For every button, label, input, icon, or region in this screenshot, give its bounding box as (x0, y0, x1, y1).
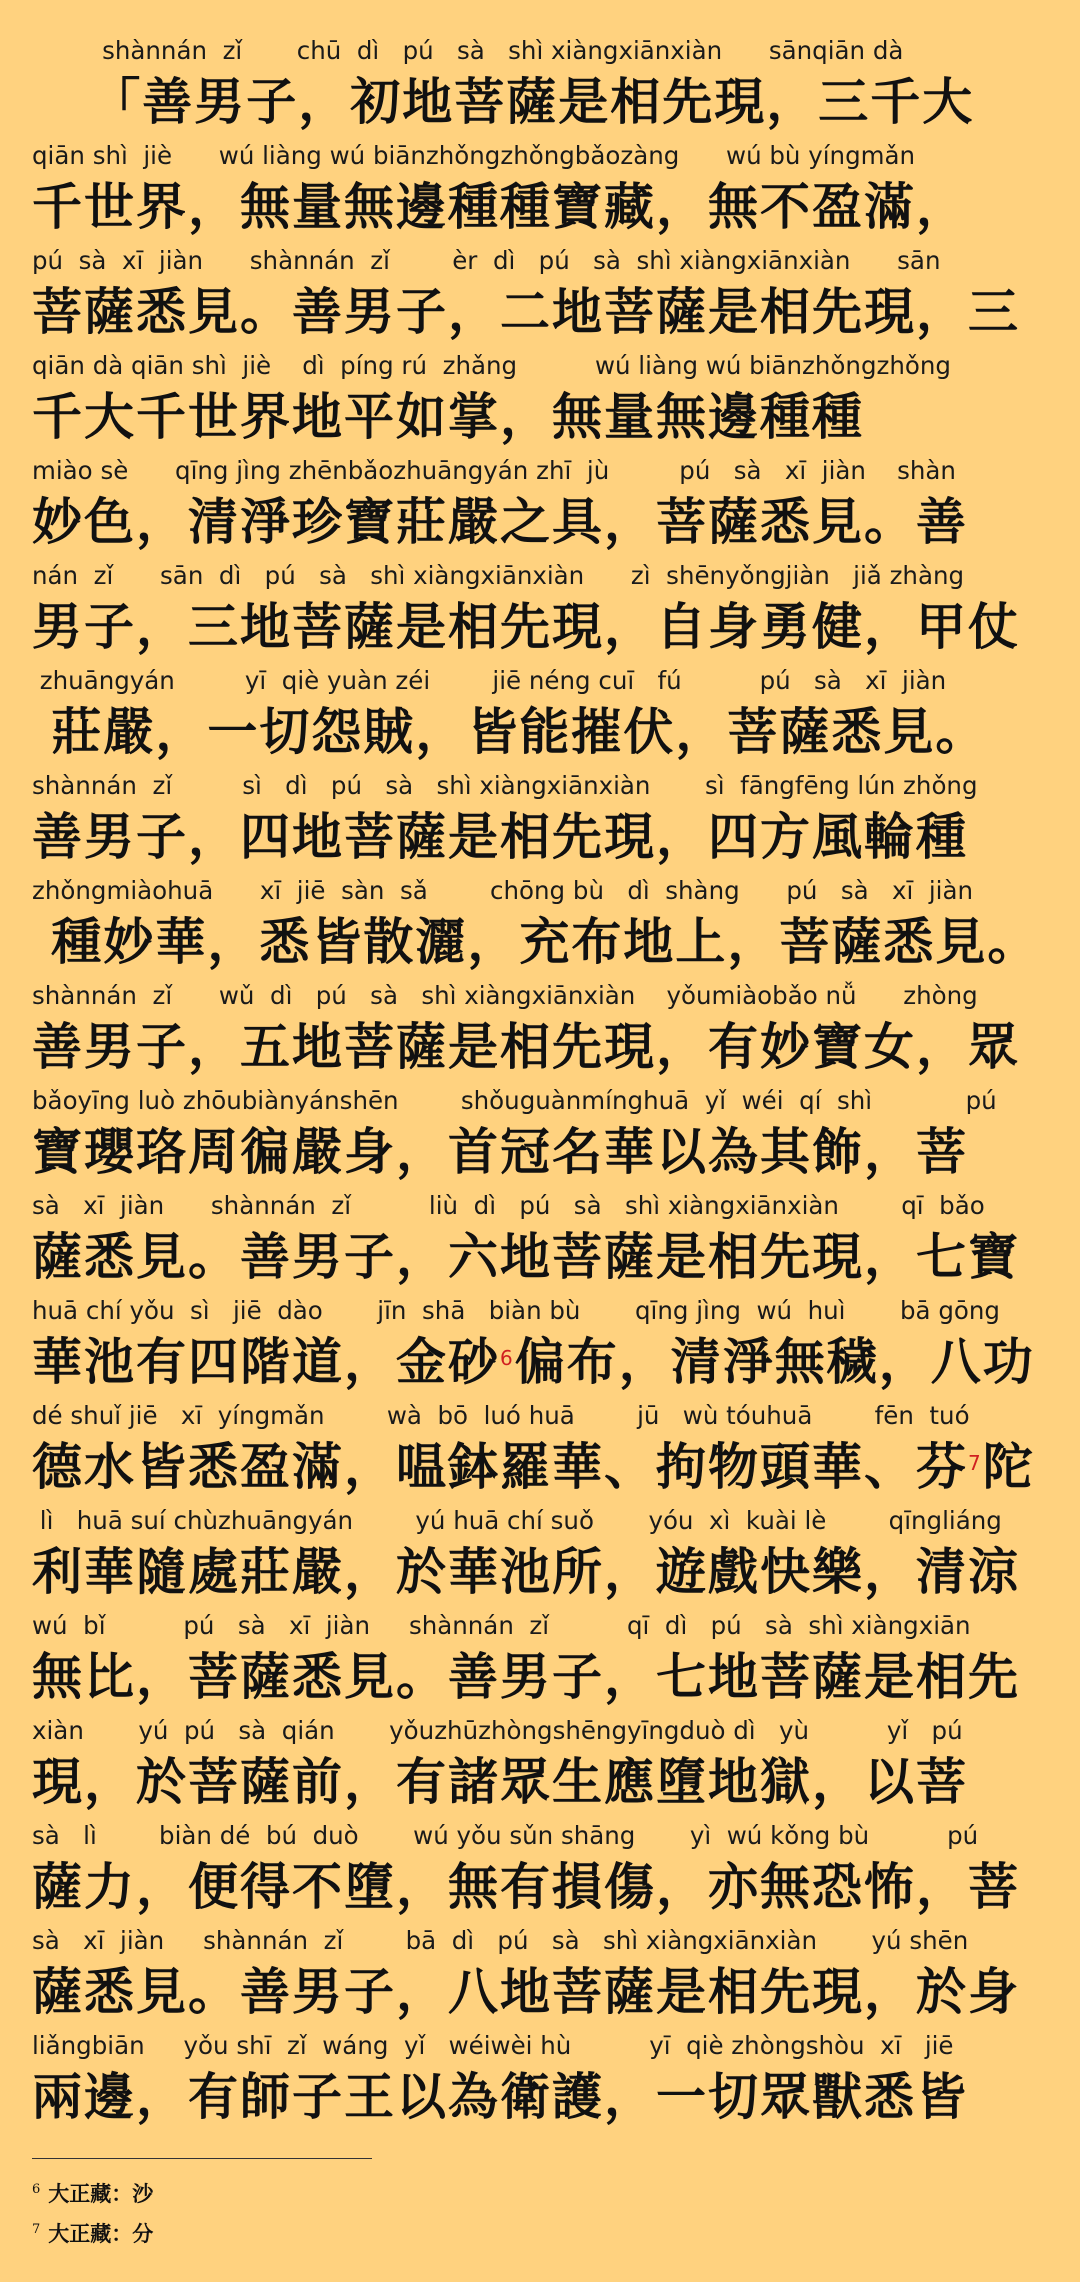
footnote-ref-6[interactable]: 6 (500, 1346, 515, 1370)
hanzi-line: 利華隨處莊嚴，於華池所，遊戲快樂，清涼 (32, 1543, 1020, 1601)
text-line (32, 1395, 1048, 1500)
pinyin-line: qiān shì jiè wú liàng wú biānzhǒngzhǒngbǎozàng wú bù yíngmǎn (32, 141, 916, 170)
text-line (32, 1185, 1048, 1290)
pinyin-line: sà lì biàn dé bú duò wú yǒu sǔn shāng yì wú kǒng bù pú (32, 1821, 979, 1850)
hanzi-line: 華池有四階道，金砂$^6$偏布，清淨無穢，八功 (32, 1333, 1035, 1391)
footnote-ref-7[interactable]: 7 (968, 1451, 983, 1475)
pinyin-line: liǎngbiān yǒu shī zǐ wáng yǐ wéiwèi hù yī qiè zhòngshòu xī jiē (32, 2031, 954, 2060)
hanzi-line: 千大千世界地平如掌，無量無邊種種 (32, 388, 864, 446)
pinyin-line: sà xī jiàn shànnán zǐ liù dì pú sà shì xiàngxiānxiàn qī bǎo (32, 1191, 985, 1220)
hanzi-line: 「善男子，初地菩薩是相先現，三千大 (32, 73, 975, 131)
hanzi-line: 男子，三地菩薩是相先現，自身勇健，甲仗 (32, 598, 1020, 656)
hanzi-line: 兩邊，有師子王以為衛護，一切眾獸悉皆 (32, 2068, 968, 2126)
hanzi-line: 薩力，便得不墮，無有損傷，亦無恐怖，菩 (32, 1858, 1020, 1916)
text-line (32, 1710, 1048, 1815)
hanzi-line: 千世界，無量無邊種種寶藏，無不盈滿， (32, 178, 968, 236)
footnote-6: $^6$ 大正藏：沙 (32, 2181, 154, 2206)
hanzi-line: 種妙華，悉皆散灑，充布地上，菩薩悉見。 (32, 913, 1040, 971)
pinyin-line: shànnán zǐ wǔ dì pú sà shì xiàngxiānxiàn yǒumiàobǎo nǚ zhòng (32, 981, 978, 1010)
footnote-divider (32, 2158, 372, 2159)
pinyin-line: zhuāngyán yī qiè yuàn zéi jiē néng cuī fú pú sà xī jiàn (32, 666, 947, 695)
hanzi-line: 莊嚴，一切怨賊，皆能摧伏，菩薩悉見。 (32, 703, 988, 761)
pinyin-line: dé shuǐ jiē xī yíngmǎn wà bō luó huā jū wù tóuhuā fēn tuó (32, 1401, 970, 1430)
pinyin-line: nán zǐ sān dì pú sà shì xiàngxiānxiàn zì shēnyǒngjiàn jiǎ zhàng (32, 561, 965, 590)
text-line (32, 660, 1048, 765)
pinyin-line: sà xī jiàn shànnán zǐ bā dì pú sà shì xiàngxiānxiàn yú shēn (32, 1926, 969, 1955)
hanzi-line: 德水皆悉盈滿，嗢鉢羅華、拘物頭華、芬$^7$陀 (32, 1438, 1035, 1496)
text-line (32, 1500, 1048, 1605)
pinyin-line: miào sè qīng jìng zhēnbǎozhuāngyán zhī jù pú sà xī jiàn shàn (32, 456, 956, 485)
pinyin-line: xiàn yú pú sà qián yǒuzhūzhòngshēngyīngduò dì yù yǐ pú (32, 1716, 963, 1745)
text-line (32, 1920, 1048, 2025)
hanzi-line: 妙色，清淨珍寶莊嚴之具，菩薩悉見。善 (32, 493, 968, 551)
text-line (32, 1815, 1048, 1920)
hanzi-line: 善男子，五地菩薩是相先現，有妙寶女，眾 (32, 1018, 1020, 1076)
sutra-text (32, 30, 1048, 2130)
pinyin-line: shànnán zǐ sì dì pú sà shì xiàngxiānxiàn sì fāngfēng lún zhǒng (32, 771, 978, 800)
text-line (32, 1605, 1048, 1710)
pinyin-line: wú bǐ pú sà xī jiàn shànnán zǐ qī dì pú sà shì xiàngxiān (32, 1611, 971, 1640)
text-line (32, 555, 1048, 660)
footnotes (32, 2172, 153, 2252)
pinyin-line: qiān dà qiān shì jiè dì píng rú zhǎng wú liàng wú biānzhǒngzhǒng (32, 351, 951, 380)
text-line (32, 870, 1048, 975)
hanzi-line: 寶瓔珞周徧嚴身，首冠名華以為其飾，菩 (32, 1123, 968, 1181)
hanzi-line: 薩悉見。善男子，六地菩薩是相先現，七寶 (32, 1228, 1020, 1286)
hanzi-line: 菩薩悉見。善男子，二地菩薩是相先現，三 (32, 283, 1020, 341)
pinyin-line: shànnán zǐ chū dì pú sà shì xiàngxiānxiàn sānqiān dà (32, 36, 904, 65)
pinyin-line: zhǒngmiàohuā xī jiē sàn sǎ chōng bù dì shàng pú sà xī jiàn (32, 876, 974, 905)
text-line (32, 240, 1048, 345)
hanzi-line: 善男子，四地菩薩是相先現，四方風輪種 (32, 808, 968, 866)
text-line (32, 975, 1048, 1080)
pinyin-line: huā chí yǒu sì jiē dào jīn shā biàn bù qīng jìng wú huì bā gōng (32, 1296, 1000, 1325)
text-line (32, 2025, 1048, 2130)
text-line (32, 450, 1048, 555)
text-line (32, 765, 1048, 870)
footnote-7: $^7$ 大正藏：分 (32, 2221, 154, 2246)
text-line (32, 30, 1048, 135)
text-line (32, 345, 1048, 450)
pinyin-line: lì huā suí chùzhuāngyán yú huā chí suǒ yóu xì kuài lè qīngliáng (32, 1506, 1002, 1535)
pinyin-line: pú sà xī jiàn shànnán zǐ èr dì pú sà shì xiàngxiānxiàn sān (32, 246, 941, 275)
text-line (32, 135, 1048, 240)
text-line (32, 1290, 1048, 1395)
text-line (32, 1080, 1048, 1185)
hanzi-line: 現，於菩薩前，有諸眾生應墮地獄，以菩 (32, 1753, 968, 1811)
hanzi-line: 無比，菩薩悉見。善男子，七地菩薩是相先 (32, 1648, 1020, 1706)
hanzi-line: 薩悉見。善男子，八地菩薩是相先現，於身 (32, 1963, 1020, 2021)
pinyin-line: bǎoyīng luò zhōubiànyánshēn shǒuguànmínghuā yǐ wéi qí shì pú (32, 1086, 997, 1115)
